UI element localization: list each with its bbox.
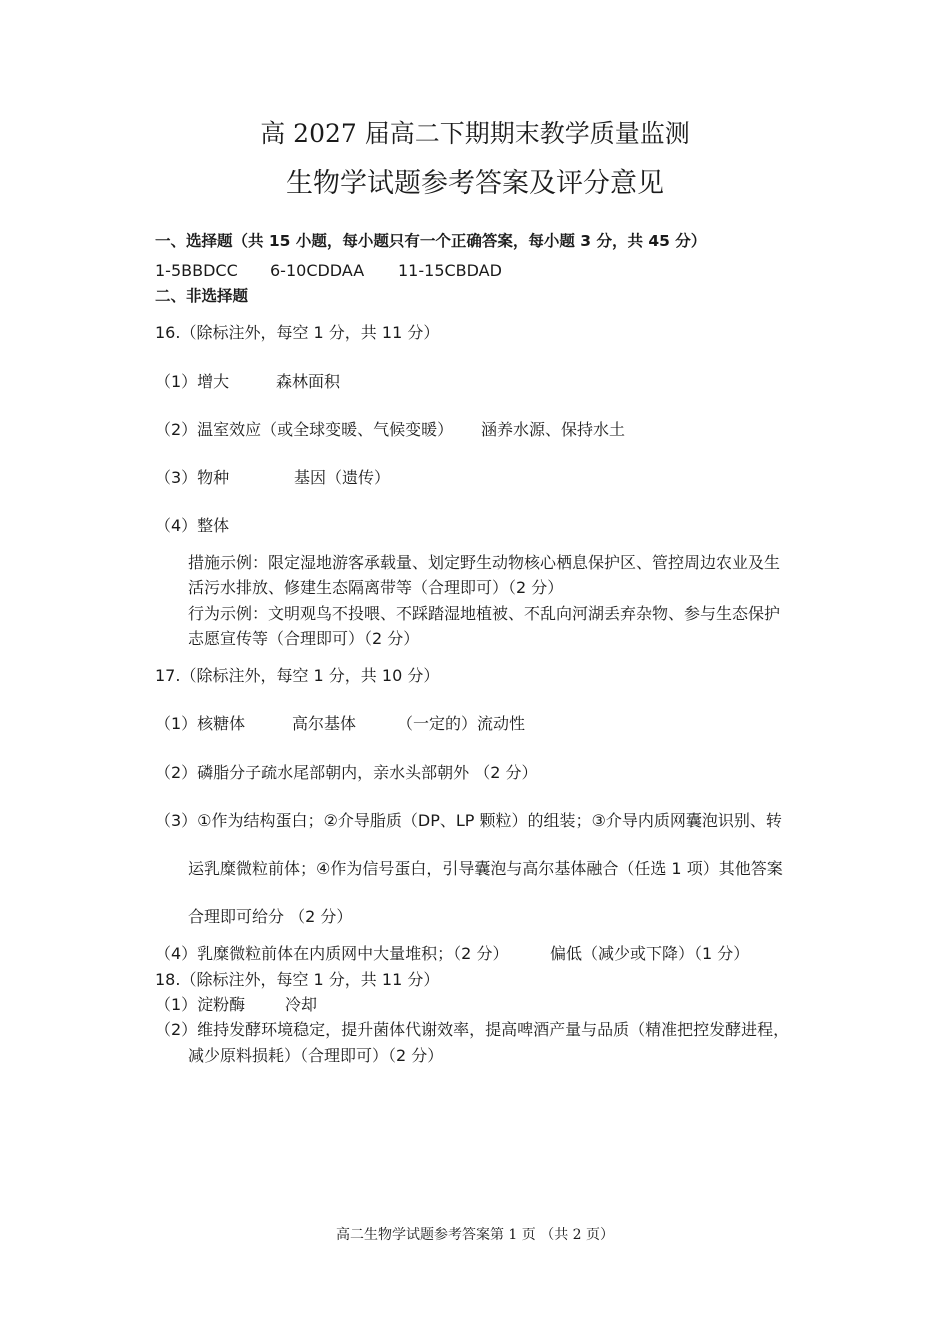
answer-group-2: 6-10CDDAA (270, 261, 365, 280)
q17-answer2: （2）磷脂分子疏水尾部朝内，亲水头部朝外 （2 分） (155, 763, 538, 782)
q16-behavior-line2: 志愿宣传等（合理即可）（2 分） (188, 629, 420, 648)
q16-answer3-b: 基因（遗传） (294, 468, 391, 487)
q17-answer3-line2: 运乳糜微粒前体；④作为信号蛋白，引导囊泡与高尔基体融合（任选 1 项）其他答案 (188, 859, 783, 878)
q16-answer3-a: （3）物种 (155, 468, 230, 487)
q16-answer2-a: （2）温室效应（或全球变暖、气候变暖） (155, 420, 454, 439)
q17-answer3-line3: 合理即可给分 （2 分） (188, 907, 353, 926)
q18-answer2-line1: （2）维持发酵环境稳定，提升菌体代谢效率，提高啤酒产量与品质（精准把控发酵进程， (155, 1020, 790, 1039)
q16-measures-line1: 措施示例：限定湿地游客承载量、划定野生动物核心栖息保护区、管控周边农业及生 (188, 553, 781, 572)
section2-heading: 二、非选择题 (155, 287, 249, 305)
q16-answer1-b: 森林面积 (276, 372, 341, 391)
q17-answer1-c: （一定的）流动性 (397, 714, 526, 733)
section1-heading: 一、选择题（共 15 小题，每小题只有一个正确答案，每小题 3 分，共 45 分） (155, 232, 707, 250)
q18-answer2-line2: 减少原料损耗）（合理即可）（2 分） (188, 1046, 444, 1065)
q17-answer1-b: 高尔基体 (292, 714, 357, 733)
document-subtitle: 生物学试题参考答案及评分意见 (286, 168, 664, 199)
q17-answer1-a: （1）核糖体 (155, 714, 246, 733)
q16-answer1-a: （1）增大 (155, 372, 230, 391)
q17-answer4-b: 偏低（减少或下降）（1 分） (550, 944, 750, 963)
q16-measures-line2: 活污水排放、修建生态隔离带等（合理即可）（2 分） (188, 578, 564, 597)
q16-heading: 16.（除标注外，每空 1 分，共 11 分） (155, 323, 440, 342)
q17-heading: 17.（除标注外，每空 1 分，共 10 分） (155, 666, 440, 685)
q17-answer3-line1: （3）①作为结构蛋白；②介导脂质（DP、LP 颗粒）的组装；③介导内质网囊泡识别、转 (155, 811, 782, 830)
q16-behavior-line1: 行为示例：文明观鸟不投喂、不踩踏湿地植被、不乱向河湖丢弃杂物、参与生态保护 (188, 604, 781, 623)
q18-answer1-a: （1）淀粉酶 (155, 995, 246, 1014)
q18-answer1-b: 冷却 (285, 995, 318, 1014)
q18-heading: 18.（除标注外，每空 1 分，共 11 分） (155, 970, 440, 989)
q16-answer4: （4）整体 (155, 516, 230, 535)
document-title: 高 2027 届高二下期期末教学质量监测 (260, 119, 690, 148)
q16-answer2-b: 涵养水源、保持水土 (481, 420, 626, 439)
page-footer: 高二生物学试题参考答案第 1 页 （共 2 页） (335, 1227, 615, 1243)
q17-answer4-a: （4）乳糜微粒前体在内质网中大量堆积；（2 分） (155, 944, 509, 963)
answer-group-1: 1-5BBDCC (155, 261, 238, 280)
answer-group-3: 11-15CBDAD (398, 261, 502, 280)
